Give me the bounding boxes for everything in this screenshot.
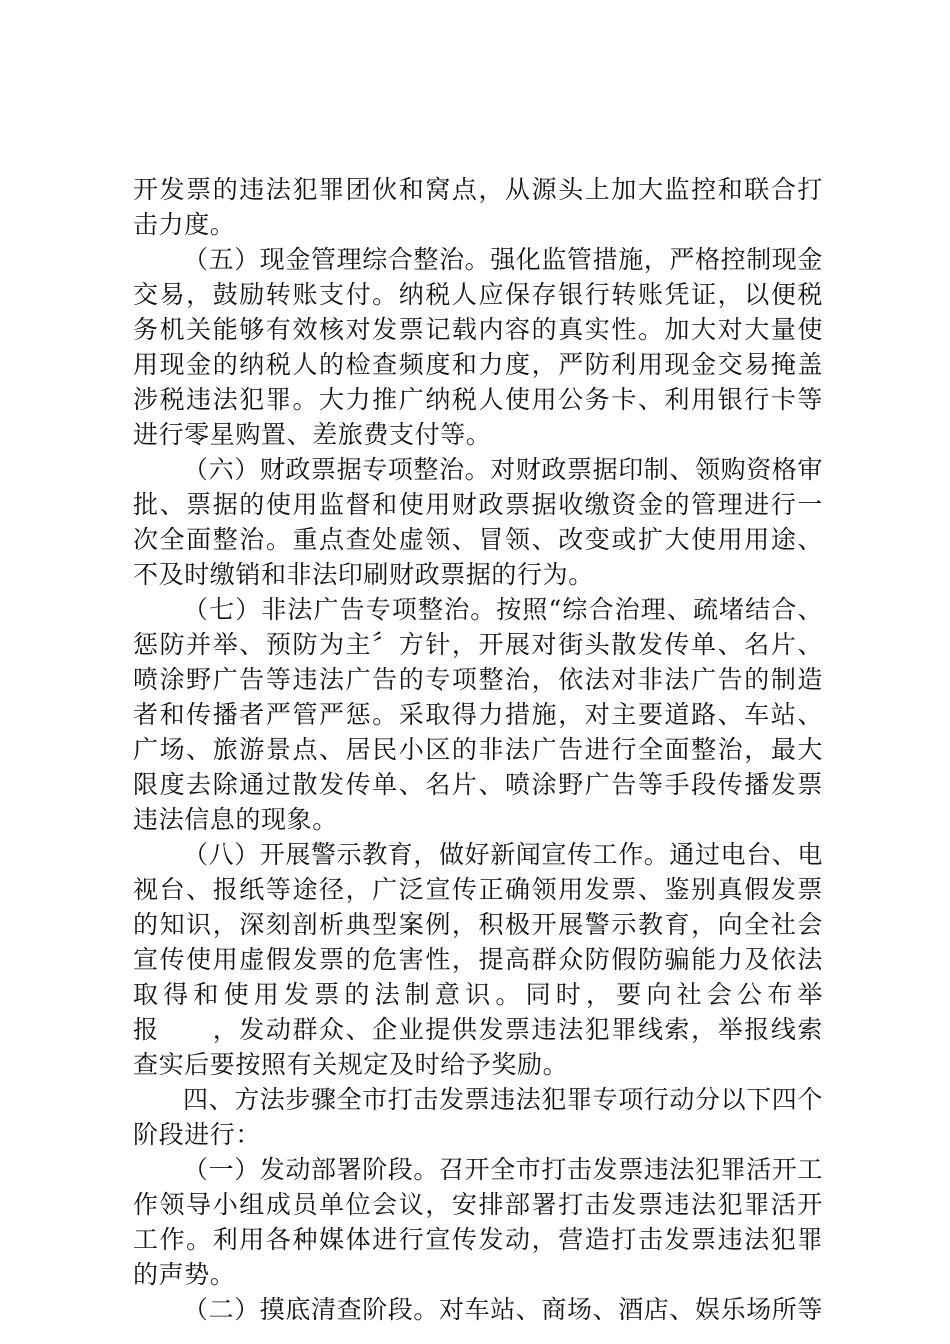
paragraph-section-four: 四、方法步骤全市打击发票违法犯罪专项行动分以下四个阶段进行： (133, 1085, 824, 1149)
paragraph-fiscal-bills: （六）财政票据专项整治。对财政票据印制、领购资格审批、票据的使用监督和使用财政票据收缴资金的管理进行一次全面整治。重点查处虚领、冒领、改变或扩大使用用途、不及时缴销和非法印刷财政票据的行为。 (133, 455, 824, 589)
paragraph-investigation-stage: （二）摸底清查阶段。对车站、商场、酒店、娱乐场所等 (183, 1295, 824, 1324)
document-body (133, 172, 823, 1327)
paragraph-deployment-stage: （一）发动部署阶段。召开全市打击发票违法犯罪活开工作领导小组成员单位会议，安排部署打击发票违法犯罪活开工作。利用各种媒体进行宣传发动，营造打击发票违法犯罪的声势。 (133, 1155, 824, 1289)
paragraph-illegal-ads: （七）非法广告专项整治。按照“综合治理、疏堵结合、惩防并举、预防为主〞方针，开展对街头散发传单、名片、喷涂野广告等违法广告的专项整治，依法对非法广告的制造者和传播者严管严惩。采取得力措施，对主要道路、车站、广场、旅游景点、居民小区的非法广告进行全面整治，最大限度去除通过散发传单、名片、喷涂野广告等手段传播发票违法信息的现象。 (133, 595, 823, 834)
paragraph-continuation: 开发票的违法犯罪团伙和窝点，从源头上加大监控和联合打击力度。 (133, 175, 823, 239)
paragraph-warning-education: （八）开展警示教育，做好新闻宣传工作。通过电台、电视台、报纸等途径，广泛宣传正确领用发票、鉴别真假发票的知识，深刻剖析典型案例，积极开展警示教育，向全社会宣传使用虚假发票的危害性，提高群众防假防骗能力及依法取得和使用发票的法制意识。同时，要向社会公布举报 ，发动群众、企业提供发票违法犯罪线索，举报线索查实后要按照有关规定及时给予奖励。 (133, 840, 824, 1079)
paragraph-cash-management: （五）现金管理综合整治。强化监管措施，严格控制现金交易，鼓励转账支付。纳税人应保存银行转账凭证，以便税务机关能够有效核对发票记载内容的真实性。加大对大量使用现金的纳税人的检查频度和力度，严防利用现金交易掩盖涉税违法犯罪。大力推广纳税人使用公务卡、利用银行卡等进行零星购置、差旅费支付等。 (133, 245, 824, 449)
